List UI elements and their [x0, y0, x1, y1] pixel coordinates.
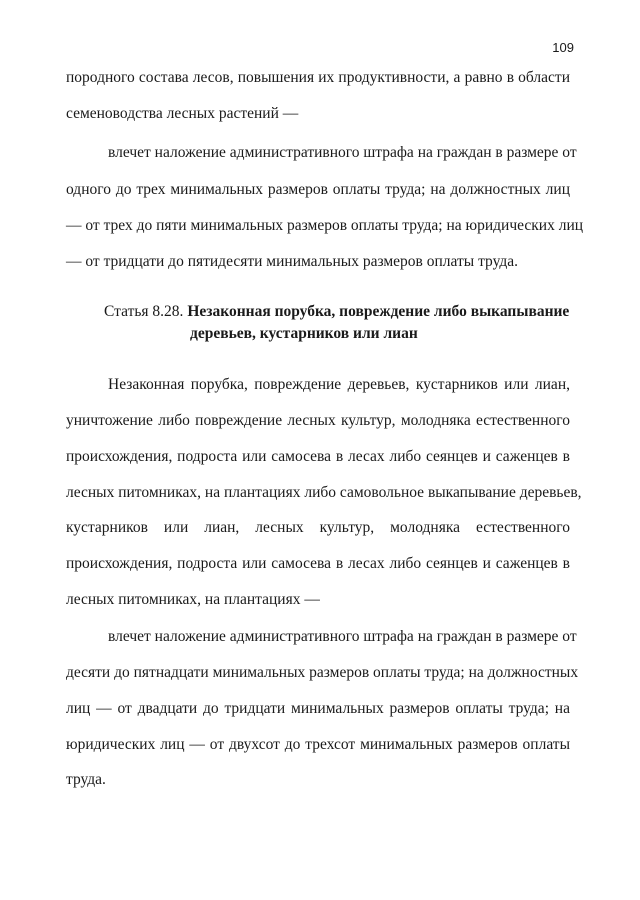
paragraph-3-line-3: происхождения, подроста или самосева в лесах либо сеянцев и саженцев в — [66, 448, 570, 465]
paragraph-1-line-1: породного состава лесов, повышения их продуктивности, а равно в области — [66, 69, 570, 86]
article-heading — [104, 302, 569, 322]
paragraph-4-line-5: труда. — [66, 771, 106, 788]
paragraph-2-line-1: влечет наложение административного штрафа на граждан в размере от — [108, 144, 577, 161]
article-number: Статья 8.28. — [104, 303, 188, 320]
paragraph-3-line-6: происхождения, подроста или самосева в лесах либо сеянцев и саженцев в — [66, 555, 570, 572]
paragraph-2-line-4: — от тридцати до пятидесяти минимальных размеров оплаты труда. — [66, 253, 518, 270]
paragraph-4-line-1: влечет наложение административного штрафа на граждан в размере от — [108, 628, 577, 645]
paragraph-3-line-1: Незаконная порубка, повреждение деревьев, кустарников или лиан, — [108, 376, 570, 393]
article-title-line-2-wrap — [190, 324, 418, 344]
paragraph-3-line-5: кустарников или лиан, лесных культур, молодняка естественного — [66, 519, 570, 536]
paragraph-3-line-4: лесных питомниках, на плантациях либо самовольное выкапывание деревьев, — [66, 484, 582, 501]
paragraph-2-line-3: — от трех до пяти минимальных размеров оплаты труда; на юридических лиц — [66, 217, 584, 234]
paragraph-3-line-7: лесных питомниках, на плантациях — — [66, 591, 320, 608]
paragraph-4-line-2: десяти до пятнадцати минимальных размеров оплаты труда; на должностных — [66, 664, 579, 681]
paragraph-4-line-3: лиц — от двадцати до тридцати минимальных размеров оплаты труда; на — [66, 700, 570, 717]
page-number: 109 — [552, 40, 574, 55]
article-title-line-2: деревьев, кустарников или лиан — [190, 325, 418, 342]
paragraph-4-line-4: юридических лиц — от двухсот до трехсот минимальных размеров оплаты — [66, 736, 570, 753]
paragraph-2-line-2: одного до трех минимальных размеров оплаты труда; на должностных лиц — [66, 181, 570, 198]
article-title-line-1: Незаконная порубка, повреждение либо выкапывание — [187, 303, 570, 320]
paragraph-3-line-2: уничтожение либо повреждение лесных культур, молодняка естественного — [66, 412, 570, 429]
paragraph-1-line-2: семеноводства лесных растений — — [66, 105, 299, 122]
